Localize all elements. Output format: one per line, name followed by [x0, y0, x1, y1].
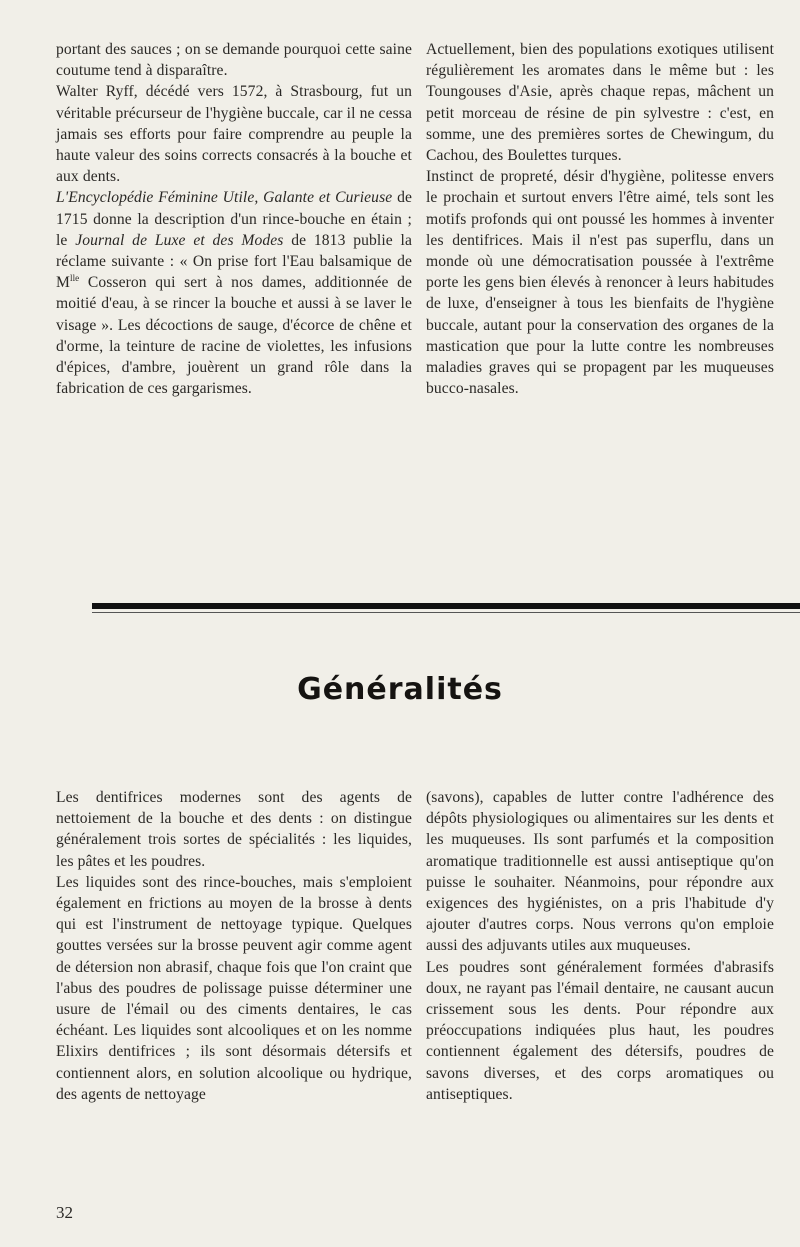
paragraph: (savons), capables de lutter contre l'adhérence des dépôts physiologiques ou alimentaires sur les dents et les muqueuses. Ils sont parfumés et la composition aromatique traditionnelle est aussi antiseptique qu'on puisse le souhaiter. Néanmoins, pour répondre aux exigences des hygiénistes, on a pris l'habitude d'y ajouter d'autres corps. Nous verrons qu'on emploie aussi des adjuvants utiles aux muqueuses. [426, 789, 774, 955]
publication-title: L'Encyclopédie Féminine Utile, Galante et Curieuse [56, 189, 393, 207]
paragraph: Instinct de propreté, désir d'hygiène, politesse envers le prochain et surtout envers l'être aimé, tels sont les motifs profonds qui ont poussé les hommes à inventer les dentifrices. Mais il n'est pas superflu, dans un monde où une démocratisation poussée à l'extrême porte les gens bien élevés à renoncer à leurs habitudes de luxe, d'enseigner à tous les bienfaits de l'hygiène buccale, autant pour la conservation des organes de la mastication que pour la lutte contre les nombreuses maladies graves qui se propagent par les muqueuses bucco-nasales. [426, 168, 774, 398]
section-heading: Généralités [297, 672, 503, 707]
superscript: lle [69, 273, 80, 284]
text-run: Cosseron qui sert à nos dames, additionnée de moitié d'eau, à se rincer la bouche et aussi à se laver le visage ». Les décoctions de sauge, d'écorce de chêne et d'orme, la teinture de racine de violettes, les infusions d'épices, d'ambre, jouèrent un grand rôle dans la fabrication de ces gargarismes. [56, 274, 412, 398]
paragraph: portant des sauces ; on se demande pourquoi cette saine coutume tend à disparaître. [56, 41, 412, 80]
top-right-column [426, 39, 774, 399]
publication-title: Journal de Luxe et des Modes [75, 231, 284, 249]
paragraph: Actuellement, bien des populations exotiques utilisent régulièrement les aromates dans le même but : les Toungouses d'Asie, après chaque repas, mâchent un petit morceau de résine de pin sylvestre : c'est, en somme, une des premières sortes de Chewingum, du Cachou, des Boulettes turques. [426, 41, 774, 165]
page-number: 32 [56, 1203, 73, 1222]
bottom-right-column [426, 787, 774, 1105]
bottom-left-column [56, 787, 412, 1105]
section-divider-thin-rule [92, 612, 800, 613]
paragraph: Les poudres sont généralement formées d'abrasifs doux, ne rayant pas l'émail dentaire, ne causant aucun crissement sous les dents. Pour répondre aux préoccupations indiquées plus haut, les poudres contiennent également des détersifs, poudres de savons diverses, et des corps aromatiques ou antiseptiques. [426, 958, 774, 1103]
paragraph: Les dentifrices modernes sont des agents de nettoiement de la bouche et des dents : on distingue généralement trois sortes de spécialités : les liquides, les pâtes et les poudres. [56, 789, 412, 870]
paragraph [56, 187, 412, 399]
text-run: de 1715 donne la description d'un rince-bouche en étain ; le [56, 189, 413, 249]
text-run: de 1813 publie la réclame suivante : « On prise fort l'Eau balsamique de M [56, 231, 413, 292]
paragraph: Walter Ryff, décédé vers 1572, à Strasbourg, fut un véritable précurseur de l'hygiène buccale, car il ne cessa jamais ses efforts pour faire comprendre au peuple la haute valeur des soins corrects consacrés à la bouche et aux dents. [56, 83, 412, 186]
paragraph: Les liquides sont des rince-bouches, mais s'emploient également en frictions au moyen de la brosse à dents qui est l'instrument de nettoyage typique. Quelques gouttes versées sur la brosse peuvent agir comme agent de détersion non abrasif, chaque fois que l'on craint que l'abus des poudres de polissage puisse déterminer une usure de l'émail ou des ciments dentaires, le cas échéant. Les liquides sont alcooliques et on les nomme Elixirs dentifrices ; ils sont désormais détersifs et contiennent alors, en solution alcoolique ou hydrique, des agents de nettoyage [56, 873, 412, 1103]
section-divider-rule [92, 603, 800, 609]
top-left-column [56, 39, 412, 399]
